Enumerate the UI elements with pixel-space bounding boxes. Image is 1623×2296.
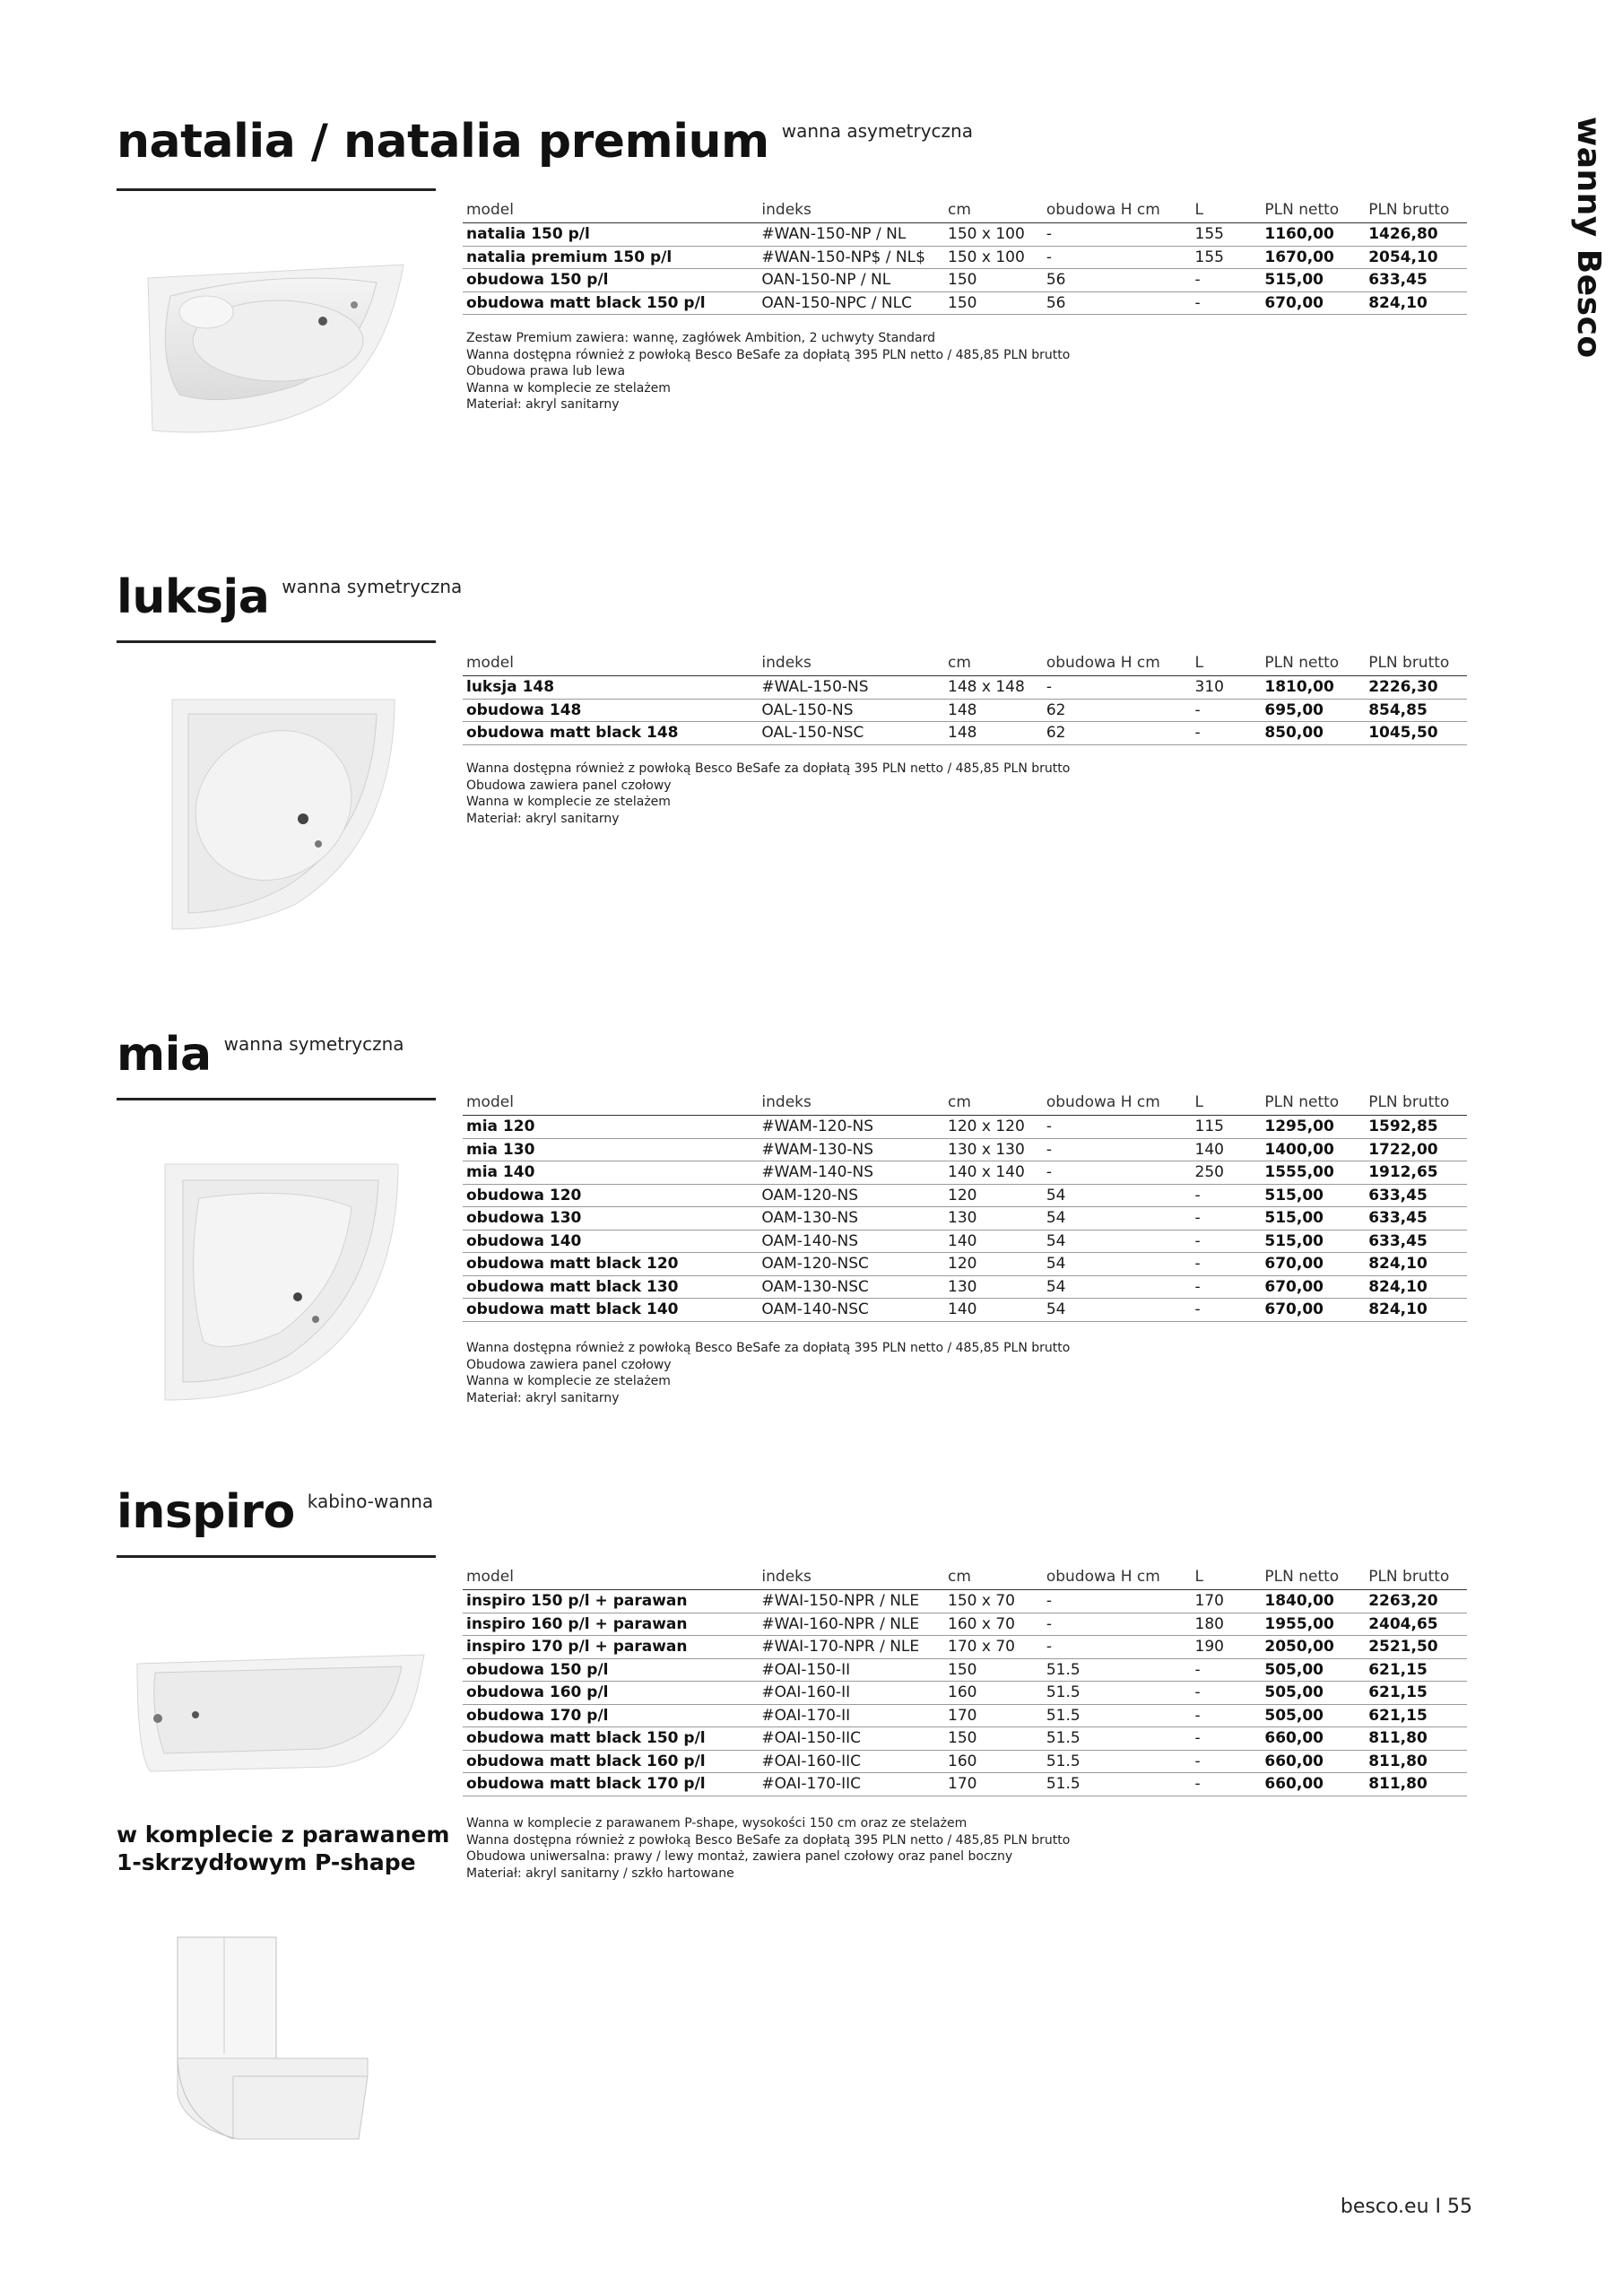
cell-indeks: #OAI-150-IIC (761, 1729, 861, 1748)
cell-pln-netto: 1670,00 (1264, 248, 1334, 266)
product-subtitle: wanna symetryczna (223, 1033, 404, 1055)
cell-pln-brutto: 811,80 (1368, 1729, 1428, 1748)
cell-l: - (1194, 1186, 1201, 1205)
cell-l: - (1194, 293, 1201, 312)
cell-obudowa-h: 56 (1046, 271, 1066, 290)
cell-indeks: OAM-140-NS (761, 1231, 859, 1250)
cell-pln-brutto: 1722,00 (1368, 1140, 1438, 1159)
table-row (463, 292, 1467, 316)
table-row (463, 1139, 1467, 1162)
table-row (463, 223, 1467, 247)
cell-pln-brutto: 1045,50 (1368, 724, 1438, 743)
cell-model: obudowa 150 p/l (466, 271, 609, 290)
cell-pln-brutto: 621,15 (1368, 1660, 1428, 1679)
callout-line: 1-skrzydłowym P-shape (117, 1849, 416, 1875)
cell-cm: 130 x 130 (948, 1140, 1025, 1159)
cell-cm: 120 (948, 1255, 977, 1274)
cell-pln-netto: 850,00 (1264, 724, 1324, 743)
cell-l: 170 (1194, 1592, 1224, 1611)
cell-pln-brutto: 621,15 (1368, 1683, 1428, 1702)
cell-obudowa-h: 51.5 (1046, 1752, 1081, 1770)
table-row (463, 1659, 1467, 1683)
screen-callout (117, 1821, 449, 1876)
cell-cm: 150 (948, 1660, 977, 1679)
title-underline (117, 1098, 436, 1100)
cell-indeks: #WAN-150-NP / NL (761, 225, 907, 244)
cell-indeks: #WAM-140-NS (761, 1163, 874, 1182)
cell-obudowa-h: 62 (1046, 700, 1066, 719)
cell-indeks: #OAI-170-II (761, 1706, 851, 1725)
cell-model: obudowa 120 (466, 1186, 582, 1205)
cell-pln-netto: 505,00 (1264, 1660, 1324, 1679)
product-title: inspiro (117, 1485, 295, 1539)
section-title-row (117, 1485, 433, 1539)
cell-cm: 140 (948, 1300, 977, 1319)
cell-pln-brutto: 633,45 (1368, 1209, 1428, 1228)
cell-pln-netto: 1810,00 (1264, 678, 1334, 697)
product-title: luksja (117, 570, 270, 624)
cell-model: inspiro 170 p/l + parawan (466, 1638, 688, 1657)
product-title: mia (117, 1028, 212, 1082)
cell-l: - (1194, 700, 1201, 719)
cell-pln-netto: 515,00 (1264, 271, 1324, 290)
product-notes (466, 1815, 1070, 1882)
col-l: L (1194, 654, 1204, 672)
cell-indeks: #OAI-160-IIC (761, 1752, 861, 1770)
cell-indeks: #WAN-150-NP$ / NL$ (761, 248, 925, 266)
cell-model: obudowa matt black 170 p/l (466, 1775, 706, 1794)
cell-pln-netto: 695,00 (1264, 700, 1324, 719)
cell-indeks: #WAI-150-NPR / NLE (761, 1592, 920, 1611)
col-cm: cm (948, 201, 971, 219)
natalia-bathtub-image (143, 260, 412, 439)
cell-cm: 170 (948, 1775, 977, 1794)
note-line: Obudowa prawa lub lewa (466, 364, 626, 378)
cell-pln-brutto: 2263,20 (1368, 1592, 1438, 1611)
cell-l: 310 (1194, 678, 1224, 697)
cell-obudowa-h: 54 (1046, 1277, 1066, 1296)
table-row (463, 1613, 1467, 1637)
cell-model: mia 120 (466, 1118, 535, 1136)
cell-obudowa-h: - (1046, 1140, 1052, 1159)
cell-indeks: OAM-120-NSC (761, 1255, 869, 1274)
cell-pln-brutto: 824,10 (1368, 293, 1428, 312)
table-row (463, 1727, 1467, 1751)
cell-model: obudowa matt black 130 (466, 1277, 679, 1296)
cell-l: 155 (1194, 225, 1224, 244)
table-row (463, 1773, 1467, 1796)
mia-bathtub-image (163, 1162, 404, 1403)
cell-obudowa-h: - (1046, 1614, 1052, 1633)
note-line: Wanna w komplecie ze stelażem (466, 380, 671, 396)
cell-l: 115 (1194, 1118, 1224, 1136)
cell-pln-brutto: 1426,80 (1368, 225, 1438, 244)
cell-cm: 150 (948, 271, 977, 290)
table-row (463, 1299, 1467, 1322)
section-title-row (117, 115, 973, 169)
note-line: Obudowa zawiera panel czołowy (466, 778, 672, 793)
cell-obudowa-h: - (1046, 1163, 1052, 1182)
cell-pln-netto: 1840,00 (1264, 1592, 1334, 1611)
cell-l: - (1194, 1706, 1201, 1725)
cell-indeks: OAM-130-NS (761, 1209, 859, 1228)
product-subtitle: wanna asymetryczna (781, 120, 973, 142)
cell-pln-netto: 515,00 (1264, 1209, 1324, 1228)
note-line: Obudowa zawiera panel czołowy (466, 1357, 672, 1372)
cell-cm: 150 x 100 (948, 225, 1025, 244)
cell-model: obudowa 130 (466, 1209, 582, 1228)
cell-model: inspiro 160 p/l + parawan (466, 1614, 688, 1633)
cell-pln-brutto: 824,10 (1368, 1277, 1428, 1296)
cell-l: 190 (1194, 1638, 1224, 1657)
price-table (463, 1090, 1467, 1322)
col-l: L (1194, 1093, 1204, 1111)
note-line: Wanna dostępna również z powłoką Besco BeSafe za dopłatą 395 PLN netto / 485,85 PLN brutto (466, 1832, 1071, 1848)
product-notes (466, 761, 1070, 827)
note-line: Zestaw Premium zawiera: wannę, zagłówek Ambition, 2 uchwyty Standard (466, 331, 936, 345)
cell-l: - (1194, 1729, 1201, 1748)
cell-model: obudowa matt black 140 (466, 1300, 679, 1319)
table-row (463, 1636, 1467, 1659)
col-obudowa-h: obudowa H cm (1046, 1568, 1160, 1586)
cell-pln-netto: 670,00 (1264, 293, 1324, 312)
cell-indeks: #WAL-150-NS (761, 678, 869, 697)
col-cm: cm (948, 654, 971, 672)
cell-cm: 140 x 140 (948, 1163, 1025, 1182)
price-table (463, 197, 1467, 315)
cell-indeks: OAM-130-NSC (761, 1277, 869, 1296)
price-table (463, 1564, 1467, 1796)
cell-cm: 150 (948, 1729, 977, 1748)
cell-cm: 130 (948, 1277, 977, 1296)
section-title-row (117, 570, 462, 624)
title-underline (117, 640, 436, 643)
cell-obudowa-h: 54 (1046, 1186, 1066, 1205)
note-line: Wanna w komplecie ze stelażem (466, 795, 671, 809)
cell-indeks: #WAM-120-NS (761, 1118, 874, 1136)
cell-model: obudowa 140 (466, 1231, 582, 1250)
col-pln-netto: PLN netto (1264, 201, 1340, 219)
table-row (463, 676, 1467, 700)
cell-obudowa-h: - (1046, 225, 1052, 244)
cell-pln-brutto: 824,10 (1368, 1255, 1428, 1274)
cell-pln-netto: 660,00 (1264, 1752, 1324, 1770)
note-line: Obudowa uniwersalna: prawy / lewy montaż, zawiera panel czołowy oraz panel boczny (466, 1849, 1013, 1864)
note-line: Materiał: akryl sanitarny (466, 811, 620, 826)
cell-l: 180 (1194, 1614, 1224, 1633)
cell-cm: 148 (948, 700, 977, 719)
cell-indeks: #WAI-170-NPR / NLE (761, 1638, 920, 1657)
cell-obudowa-h: 51.5 (1046, 1729, 1081, 1748)
cell-l: - (1194, 724, 1201, 743)
note-line: Wanna dostępna również z powłoką Besco BeSafe za dopłatą 395 PLN netto / 485,85 PLN brutto (466, 761, 1071, 776)
product-title: natalia / natalia premium (117, 115, 769, 169)
cell-obudowa-h: - (1046, 1638, 1052, 1657)
col-model: model (466, 1568, 514, 1586)
cell-model: obudowa matt black 150 p/l (466, 1729, 706, 1748)
title-underline (117, 188, 436, 191)
col-cm: cm (948, 1093, 971, 1111)
table-header (463, 1564, 1467, 1590)
cell-indeks: OAM-140-NSC (761, 1300, 869, 1319)
cell-model: obudowa 160 p/l (466, 1683, 609, 1702)
cell-pln-netto: 505,00 (1264, 1706, 1324, 1725)
cell-cm: 160 x 70 (948, 1614, 1015, 1633)
cell-model: obudowa 150 p/l (466, 1660, 609, 1679)
table-row (463, 1590, 1467, 1613)
col-obudowa-h: obudowa H cm (1046, 201, 1160, 219)
table-row (463, 1276, 1467, 1300)
cell-l: - (1194, 271, 1201, 290)
cell-obudowa-h: - (1046, 1118, 1052, 1136)
cell-l: - (1194, 1775, 1201, 1794)
table-row (463, 1231, 1467, 1254)
note-line: Wanna dostępna również z powłoką Besco BeSafe za dopłatą 395 PLN netto / 485,85 PLN brutto (466, 1341, 1071, 1355)
col-pln-brutto: PLN brutto (1368, 1093, 1450, 1111)
table-row (463, 247, 1467, 270)
table-row (463, 1682, 1467, 1705)
cell-cm: 130 (948, 1209, 977, 1228)
col-l: L (1194, 201, 1204, 219)
cell-pln-netto: 1955,00 (1264, 1614, 1334, 1633)
cell-l: - (1194, 1683, 1201, 1702)
cell-cm: 120 (948, 1186, 977, 1205)
cell-pln-netto: 505,00 (1264, 1683, 1324, 1702)
table-row (463, 269, 1467, 292)
cell-indeks: OAL-150-NS (761, 700, 854, 719)
cell-pln-netto: 1295,00 (1264, 1118, 1334, 1136)
cell-indeks: OAM-120-NS (761, 1186, 859, 1205)
cell-indeks: #WAM-130-NS (761, 1140, 874, 1159)
cell-cm: 150 x 70 (948, 1592, 1015, 1611)
note-line: Wanna dostępna również z powłoką Besco BeSafe za dopłatą 395 PLN netto / 485,85 PLN brutto (466, 347, 1071, 362)
table-row (463, 1161, 1467, 1185)
cell-indeks: OAL-150-NSC (761, 724, 864, 743)
cell-l: - (1194, 1752, 1201, 1770)
cell-obudowa-h: 54 (1046, 1300, 1066, 1319)
cell-model: natalia 150 p/l (466, 225, 590, 244)
col-l: L (1194, 1568, 1204, 1586)
cell-pln-netto: 1400,00 (1264, 1140, 1334, 1159)
cell-model: obudowa matt black 150 p/l (466, 293, 706, 312)
cell-pln-brutto: 854,85 (1368, 700, 1428, 719)
note-line: Materiał: akryl sanitarny (466, 1390, 620, 1405)
note-line: Wanna w komplecie z parawanem P-shape, wysokości 150 cm oraz ze stelażem (466, 1816, 968, 1831)
cell-model: obudowa 148 (466, 700, 582, 719)
cell-cm: 150 x 100 (948, 248, 1025, 266)
cell-cm: 148 x 148 (948, 678, 1025, 697)
col-model: model (466, 654, 514, 672)
cell-model: obudowa matt black 160 p/l (466, 1752, 706, 1770)
cell-indeks: #WAI-160-NPR / NLE (761, 1614, 920, 1633)
col-obudowa-h: obudowa H cm (1046, 654, 1160, 672)
col-pln-brutto: PLN brutto (1368, 654, 1450, 672)
cell-model: luksja 148 (466, 678, 555, 697)
cell-indeks: #OAI-150-II (761, 1660, 851, 1679)
cell-pln-brutto: 621,15 (1368, 1706, 1428, 1725)
table-row (463, 1116, 1467, 1139)
cell-model: mia 130 (466, 1140, 535, 1159)
cell-model: obudowa 170 p/l (466, 1706, 609, 1725)
col-indeks: indeks (761, 654, 812, 672)
table-row (463, 1751, 1467, 1774)
col-pln-netto: PLN netto (1264, 1568, 1340, 1586)
cell-l: - (1194, 1300, 1201, 1319)
cell-pln-brutto: 824,10 (1368, 1300, 1428, 1319)
cell-obudowa-h: 51.5 (1046, 1706, 1081, 1725)
inspiro-screen-image (170, 1919, 377, 2144)
cell-indeks: #OAI-170-IIC (761, 1775, 861, 1794)
table-row (463, 1705, 1467, 1728)
cell-indeks: #OAI-160-II (761, 1683, 851, 1702)
cell-pln-netto: 660,00 (1264, 1729, 1324, 1748)
col-model: model (466, 201, 514, 219)
col-indeks: indeks (761, 1093, 812, 1111)
cell-l: 155 (1194, 248, 1224, 266)
cell-cm: 148 (948, 724, 977, 743)
cell-model: obudowa matt black 148 (466, 724, 679, 743)
cell-pln-netto: 515,00 (1264, 1186, 1324, 1205)
cell-obudowa-h: 51.5 (1046, 1775, 1081, 1794)
side-category-label: wanny Besco (1570, 117, 1607, 359)
cell-indeks: OAN-150-NP / NL (761, 271, 891, 290)
cell-pln-netto: 670,00 (1264, 1255, 1324, 1274)
cell-l: - (1194, 1660, 1201, 1679)
cell-pln-brutto: 633,45 (1368, 1186, 1428, 1205)
note-line: Materiał: akryl sanitarny / szkło hartowane (466, 1866, 734, 1881)
col-cm: cm (948, 1568, 971, 1586)
cell-pln-brutto: 2226,30 (1368, 678, 1438, 697)
cell-pln-netto: 1160,00 (1264, 225, 1334, 244)
cell-obudowa-h: - (1046, 1592, 1052, 1611)
cell-pln-brutto: 2404,65 (1368, 1614, 1438, 1633)
cell-model: mia 140 (466, 1163, 535, 1182)
col-indeks: indeks (761, 1568, 812, 1586)
note-line: Materiał: akryl sanitarny (466, 397, 620, 412)
cell-pln-brutto: 633,45 (1368, 1231, 1428, 1250)
col-pln-brutto: PLN brutto (1368, 1568, 1450, 1586)
cell-l: - (1194, 1231, 1201, 1250)
col-obudowa-h: obudowa H cm (1046, 1093, 1160, 1111)
cell-obudowa-h: 56 (1046, 293, 1066, 312)
cell-pln-brutto: 811,80 (1368, 1752, 1428, 1770)
product-subtitle: wanna symetryczna (282, 576, 463, 597)
col-pln-netto: PLN netto (1264, 654, 1340, 672)
cell-pln-brutto: 633,45 (1368, 271, 1428, 290)
cell-model: obudowa matt black 120 (466, 1255, 679, 1274)
product-subtitle: kabino-wanna (307, 1491, 434, 1512)
cell-pln-netto: 2050,00 (1264, 1638, 1334, 1657)
cell-pln-brutto: 2054,10 (1368, 248, 1438, 266)
inspiro-bathtub-image (133, 1650, 429, 1776)
cell-pln-brutto: 1592,85 (1368, 1118, 1438, 1136)
cell-pln-netto: 660,00 (1264, 1775, 1324, 1794)
cell-l: - (1194, 1209, 1201, 1228)
page-footer: besco.eu I 55 (1340, 2196, 1472, 2218)
table-row (463, 722, 1467, 745)
cell-cm: 150 (948, 293, 977, 312)
table-row (463, 700, 1467, 723)
cell-cm: 170 x 70 (948, 1638, 1015, 1657)
cell-model: natalia premium 150 p/l (466, 248, 673, 266)
cell-obudowa-h: 54 (1046, 1209, 1066, 1228)
cell-cm: 140 (948, 1231, 977, 1250)
table-row (463, 1207, 1467, 1231)
cell-cm: 120 x 120 (948, 1118, 1025, 1136)
col-pln-netto: PLN netto (1264, 1093, 1340, 1111)
col-model: model (466, 1093, 514, 1111)
cell-l: - (1194, 1277, 1201, 1296)
cell-obudowa-h: 51.5 (1046, 1660, 1081, 1679)
cell-pln-brutto: 811,80 (1368, 1775, 1428, 1794)
cell-obudowa-h: 62 (1046, 724, 1066, 743)
cell-l: 250 (1194, 1163, 1224, 1182)
cell-pln-brutto: 1912,65 (1368, 1163, 1438, 1182)
cell-obudowa-h: - (1046, 678, 1052, 697)
table-row (463, 1185, 1467, 1208)
cell-indeks: OAN-150-NPC / NLC (761, 293, 912, 312)
luksja-bathtub-image (170, 698, 404, 931)
cell-obudowa-h: 51.5 (1046, 1683, 1081, 1702)
table-header (463, 1090, 1467, 1116)
cell-obudowa-h: - (1046, 248, 1052, 266)
cell-obudowa-h: 54 (1046, 1231, 1066, 1250)
table-header (463, 197, 1467, 223)
col-indeks: indeks (761, 201, 812, 219)
callout-line: w komplecie z parawanem (117, 1822, 450, 1848)
cell-pln-netto: 670,00 (1264, 1277, 1324, 1296)
cell-pln-netto: 670,00 (1264, 1300, 1324, 1319)
product-notes (466, 330, 1070, 413)
table-row (463, 1253, 1467, 1276)
cell-l: - (1194, 1255, 1201, 1274)
cell-model: inspiro 150 p/l + parawan (466, 1592, 688, 1611)
price-table (463, 650, 1467, 745)
cell-pln-netto: 515,00 (1264, 1231, 1324, 1250)
table-header (463, 650, 1467, 676)
cell-pln-netto: 1555,00 (1264, 1163, 1334, 1182)
section-title-row (117, 1028, 404, 1082)
cell-cm: 160 (948, 1683, 977, 1702)
cell-pln-brutto: 2521,50 (1368, 1638, 1438, 1657)
cell-l: 140 (1194, 1140, 1224, 1159)
col-pln-brutto: PLN brutto (1368, 201, 1450, 219)
title-underline (117, 1555, 436, 1558)
product-notes (466, 1340, 1070, 1406)
cell-cm: 170 (948, 1706, 977, 1725)
cell-obudowa-h: 54 (1046, 1255, 1066, 1274)
cell-cm: 160 (948, 1752, 977, 1770)
note-line: Wanna w komplecie ze stelażem (466, 1374, 671, 1388)
